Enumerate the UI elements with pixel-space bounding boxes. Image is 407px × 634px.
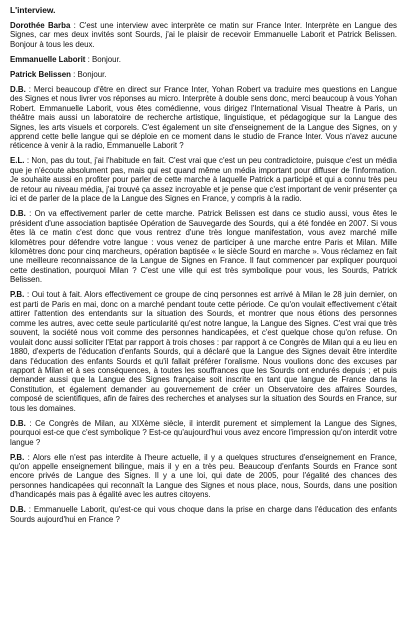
speaker-name: D.B. bbox=[10, 418, 26, 428]
interview-paragraph bbox=[10, 156, 397, 203]
interview-paragraph bbox=[10, 55, 397, 64]
paragraph-text: : Bonjour. bbox=[70, 69, 107, 79]
speaker-name: Dorothée Barba bbox=[10, 21, 71, 30]
interview-paragraph bbox=[10, 209, 397, 285]
paragraph-text: : Merci beaucoup d'être en direct sur France Inter, Yohan Robert va traduire mes questions en Langue des Signes et nous livrer vos réponses au micro. Interprète à double sens donc, merci beaucoup à vous Yohan Robert. Emmanuelle Laborit, vous êtes comédienne, vous dirigez l'International Visual Theatre à Paris, un théâtre mais aussi un laboratoire de recherche artistique, linguistique, et pédagogique sur la Langue des Signes, les arts visuels et corporels. C'est également un site d'enseignement de la Langue des Signes, on y apprend cette belle langue qui se déploie en ce moment dans le studio de France Inter. Vous n'avez aucune réticence à venir à la radio, Emmanuelle Laborit ? bbox=[10, 84, 397, 151]
interview-paragraph bbox=[10, 505, 397, 524]
paragraph-text: : Oui tout à fait. Alors effectivement ce groupe de cinq personnes est arrivé à Milan le 28 juin dernier, on est parti de Paris en mai, donc on a marché pendant toute cette période. Ce qu'on voulait effectivement c'était attirer l'attention des entendants sur la situation des Sourds, et montrer que nous étions des personnes comme les autres, avec cette seule particularité qu'est notre langue, la Langue des Signes. C'est vrai que très souvent, la société nous voit comme des personnes handicapées, et c'est quelque chose qu'on refuse. On voulait donc aussi solliciter l'Etat par rapport à trois choses : par rapport à ce Congrès de Milan qui a eu lieu en 1880, d'experts de l'éducation d'enfants Sourds, qui a déclaré que la Langue des Signes devait être interdite dans l'éducation des enfants Sourds et qu'il fallait préférer l'oralisme. Nous voulions donc des excuses par rapport à Milan et à ses conséquences, à toutes les souffrances que les Sourds ont endurés depuis ; et puis demander aussi que la Langue des Signes française soit inscrite en tant que langue de France dans la Constitution, et également demander au gouvernement de créer un Observatoire des affaires Sourdes, composé de scientifiques, afin de faires des recherches et analyses sur la situation des Sourds en France, sur tous les domaines. bbox=[10, 290, 397, 413]
interview-paragraph bbox=[10, 453, 397, 500]
speaker-name: D.B. bbox=[10, 209, 26, 219]
interview-paragraph bbox=[10, 85, 397, 151]
interview-paragraph bbox=[10, 419, 397, 447]
interview-body bbox=[10, 21, 397, 524]
paragraph-text: : Ce Congrès de Milan, au XIXème siècle, il interdit purement et simplement la Langue des Signes, pourquoi est-ce que c'est symbolique ? Est-ce qu'aujourd'hui vous avez encore l'impression qu'on interdit votre langue ? bbox=[10, 418, 397, 447]
speaker-name: D.B. bbox=[10, 505, 26, 515]
speaker-name: P.B. bbox=[10, 290, 25, 300]
interview-paragraph bbox=[10, 70, 397, 79]
paragraph-text: : Bonjour. bbox=[85, 54, 121, 64]
speaker-name: E.L. bbox=[10, 156, 25, 166]
paragraph-text: : Non, pas du tout, j'ai l'habitude en fait. C'est vrai que c'est un peu contradictoire, puisque c'est un média que je n'écoute absolument pas, mais qui est quand même un média important pour diffuser de l'information. Je souhaite aussi en profiter pour parler de cette marche à laquelle Patrick a participé et qui a connu très peu de retour au niveau média, j'ai trouvé ça assez incroyable et je pense que c'est important de venir présenter ça ici et de parler de la place de la Langue des Signes en France, y compris à la radio. bbox=[10, 156, 397, 204]
paragraph-text: : C'est une interview avec interprète ce matin sur France Inter. Interprète en Langue des Signes, car mes deux invités sont Sourds, j'ai le plaisir de recevoir Emmanuelle Laborit et Patrick Belissen. Bonjour à tous les deux. bbox=[10, 21, 397, 49]
speaker-name: P.B. bbox=[10, 452, 25, 462]
paragraph-text: : Emmanuelle Laborit, qu'est-ce qui vous choque dans la prise en charge dans l'éducation des enfants Sourds aujourd'hui en France ? bbox=[10, 505, 397, 524]
interview-paragraph bbox=[10, 21, 397, 49]
paragraph-text: : On va effectivement parler de cette marche. Patrick Belissen est dans ce studio aussi, vous êtes le président d'une association baptisée Opération de Sauvegarde des Sourds, qui a été fondée en 2007. Si vous êtes là ce matin c'est donc que vous rentrez d'une très longue manifestation, vous avez marché mille kilomètres pour défendre votre langue : vous venez de participer à une marche entre Paris et Milan. Mille kilomètres donc pour cinq marcheurs, opération baptisée « le siècle Sourd en marche ». Vous réclamez en fait une meilleure reconnaissance de la Langue de Signes en France. Il faut commencer par expliquer pourquoi cette destination, pourquoi Milan ? C'est une ville qui est très symbolique pour vous, les Sourds, Patrick Belissen. bbox=[10, 209, 397, 285]
speaker-name: Emmanuelle Laborit bbox=[10, 54, 86, 64]
document-title: L'interview. bbox=[10, 5, 56, 15]
interview-paragraph bbox=[10, 290, 397, 413]
speaker-name: Patrick Belissen bbox=[10, 69, 71, 79]
speaker-name: D.B. bbox=[10, 84, 26, 94]
paragraph-text: : Alors elle n'est pas interdite à l'heure actuelle, il y a quelques structures d'enseignement en France, qu'on appelle enseignement bilingue, mais il y en a très peu. Beaucoup d'enfants Sourds en France sont encore privés de Langue des Signes. Il y a une loi, qui date de 2005, pour l'égalité des chances des personnes handicapées qui reconnaît la Langue des Signes et nous place, nous, Sourds, dans une position d'handicapés mais pas à égalité avec les autres citoyens. bbox=[10, 452, 397, 500]
